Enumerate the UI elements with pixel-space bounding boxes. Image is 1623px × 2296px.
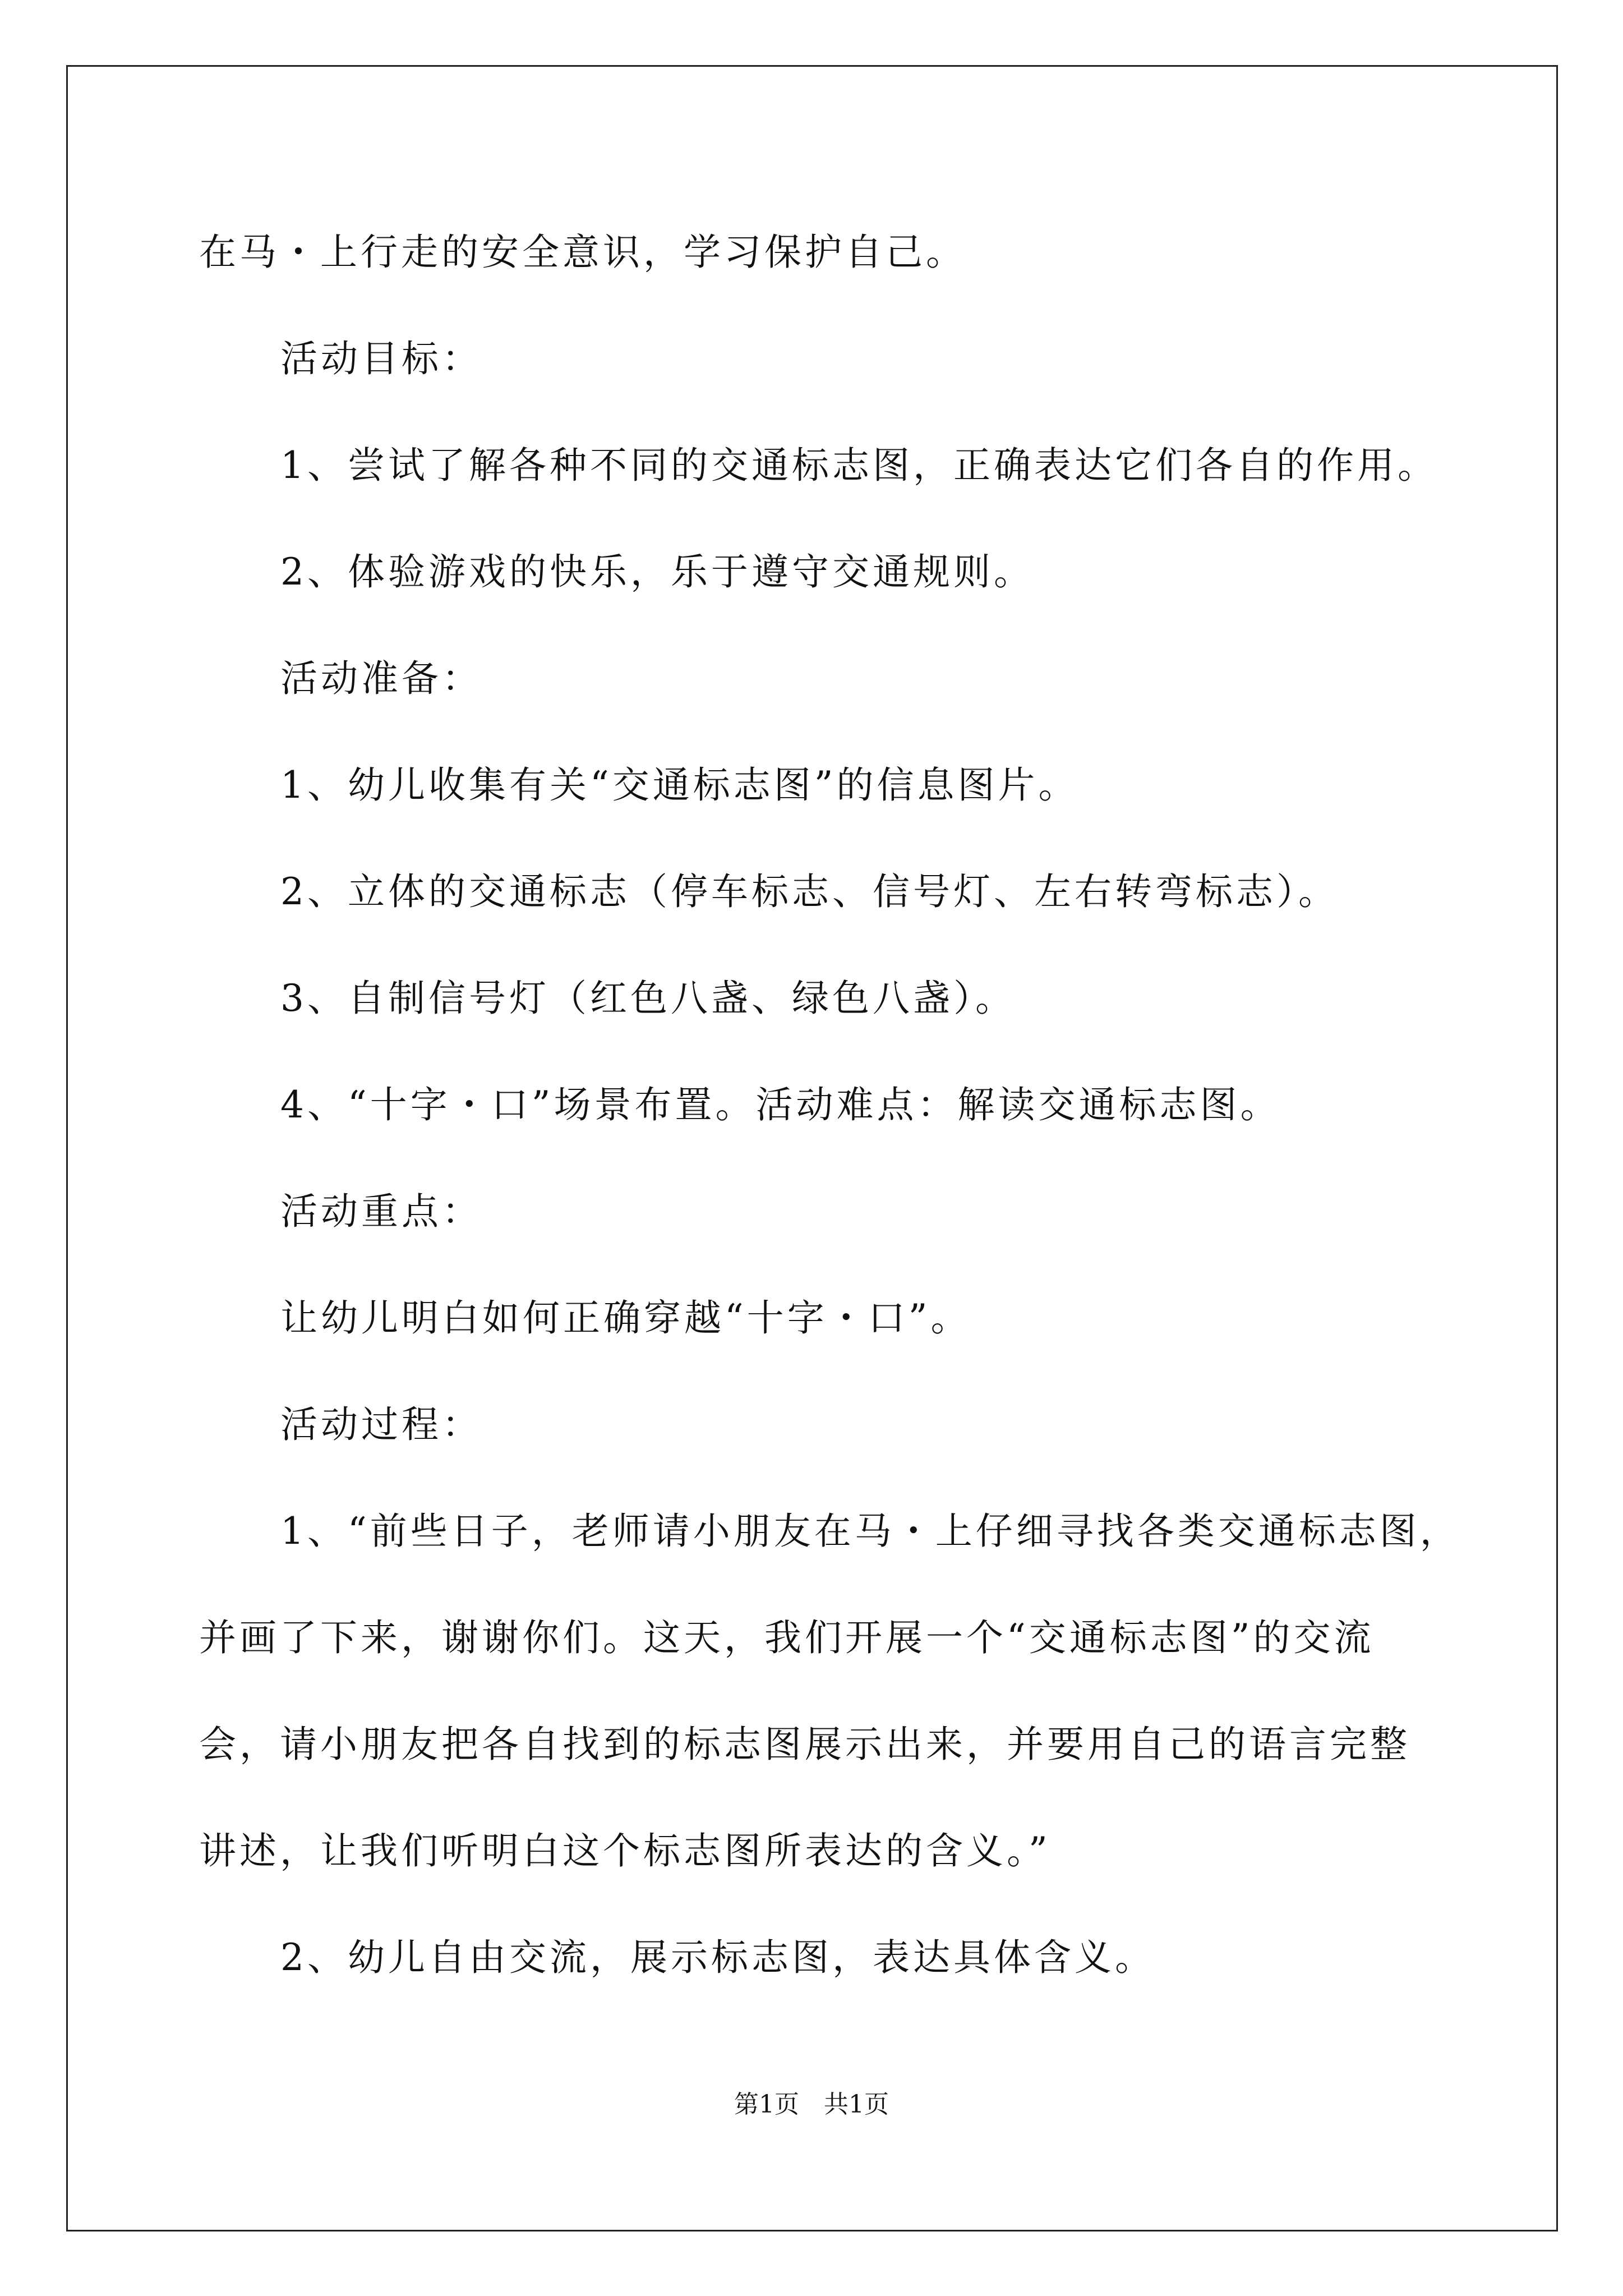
section-heading: 活动准备： <box>280 657 482 700</box>
page-footer: 第1页 共1页 <box>734 2090 889 2119</box>
text-line: 1、幼儿收集有关“交通标志图”的信息图片。 <box>280 763 1079 807</box>
text-line: 讲述，让我们听明白这个标志图所表达的含义。” <box>199 1829 1051 1872</box>
text-line: 4、“十字・口”场景布置。活动难点：解读交通标志图。 <box>280 1083 1281 1126</box>
text-line: 2、立体的交通标志（停车标志、信号灯、左右转弯标志）。 <box>280 870 1339 913</box>
text-line: 2、体验游戏的快乐，乐于遵守交通规则。 <box>280 550 1034 593</box>
text-line: 2、幼儿自由交流，展示标志图，表达具体含义。 <box>280 1936 1155 1979</box>
text-line: 让幼儿明白如何正确穿越“十字・口”。 <box>280 1296 971 1340</box>
text-line: 会，请小朋友把各自找到的标志图展示出来，并要用自己的语言完整 <box>199 1723 1410 1766</box>
text-line: 3、自制信号灯（红色八盏、绿色八盏）。 <box>280 977 1016 1020</box>
page-border <box>66 65 1558 2231</box>
section-heading: 活动过程： <box>280 1403 482 1446</box>
text-line: 并画了下来，谢谢你们。这天，我们开展一个“交通标志图”的交流 <box>199 1616 1375 1659</box>
section-heading: 活动目标： <box>280 337 482 380</box>
text-line: 在马・上行走的安全意识，学习保护自己。 <box>199 231 966 274</box>
text-line: 1、“前些日子，老师请小朋友在马・上仔细寻找各类交通标志图， <box>280 1510 1460 1553</box>
section-heading: 活动重点： <box>280 1190 482 1233</box>
text-line: 1、尝试了解各种不同的交通标志图，正确表达它们各自的作用。 <box>280 444 1438 487</box>
